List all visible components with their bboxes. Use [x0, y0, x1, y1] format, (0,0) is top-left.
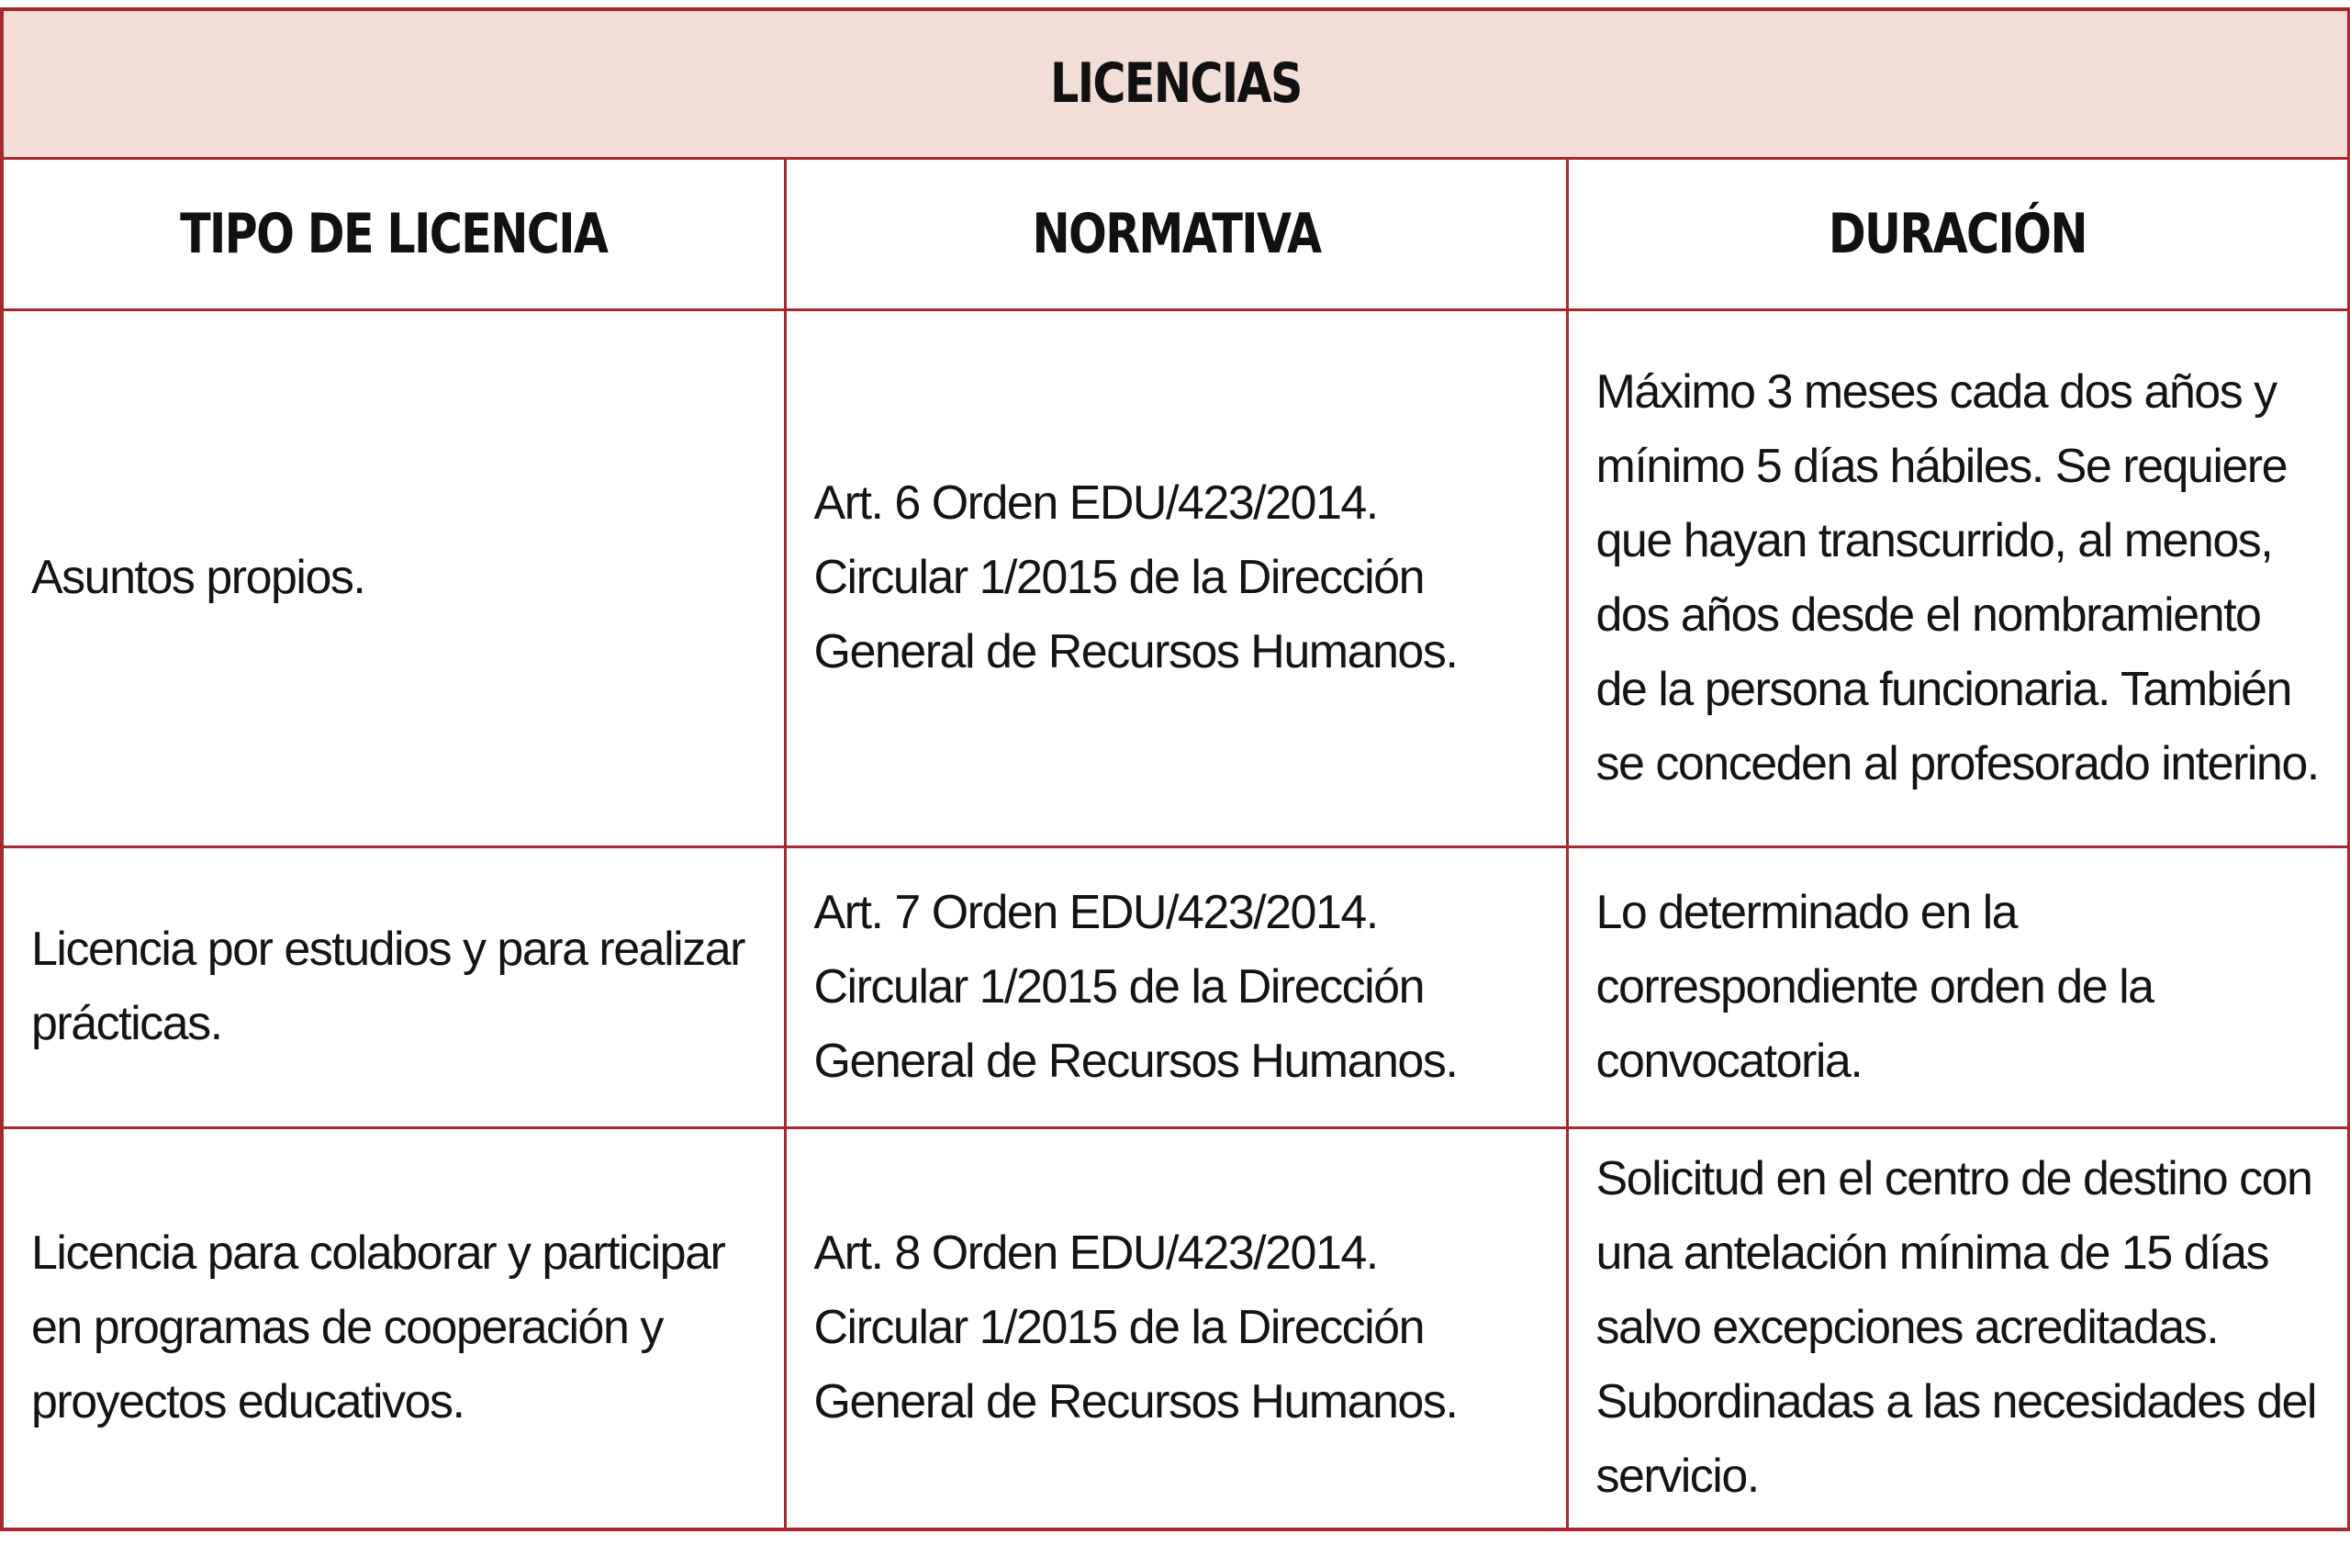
cell-tipo: Asuntos propios.: [2, 309, 785, 846]
cell-normativa: Art. 7 Orden EDU/423/2014. Circular 1/2015 de la Dirección General de Recursos Humanos.: [785, 846, 1567, 1127]
column-header-normativa-text: NORMATIVA: [1031, 201, 1321, 266]
table-row: [2, 1127, 2349, 1529]
table-title: [2, 9, 2349, 158]
column-header-tipo: [2, 158, 785, 309]
cell-duracion: Solicitud en el centro de destino con una antelación mínima de 15 días salvo excepciones acreditadas. Subordinadas a las necesidades del servicio.: [1567, 1127, 2349, 1529]
cell-duracion: Máximo 3 meses cada dos años y mínimo 5 días hábiles. Se requiere que hayan transcurrido, al menos, dos años desde el nombramiento de la persona funcionaria. También se conceden al profesorado interino.: [1567, 309, 2349, 846]
table-row: [2, 846, 2349, 1127]
cell-normativa: Art. 8 Orden EDU/423/2014. Circular 1/2015 de la Dirección General de Recursos Humanos.: [785, 1127, 1567, 1529]
cell-normativa: Art. 6 Orden EDU/423/2014. Circular 1/2015 de la Dirección General de Recursos Humanos.: [785, 309, 1567, 846]
column-header-normativa: [785, 158, 1567, 309]
table-title-row: [2, 9, 2349, 158]
table-row: [2, 309, 2349, 846]
column-header-duracion: [1567, 158, 2349, 309]
table-header-row: [2, 158, 2349, 309]
cell-tipo: Licencia para colaborar y participar en programas de cooperación y proyectos educativos.: [2, 1127, 785, 1529]
table-title-text: LICENCIAS: [1049, 51, 1302, 117]
column-header-duracion-text: DURACIÓN: [1829, 201, 2087, 266]
licencias-table-container: [0, 7, 2350, 1531]
cell-duracion: Lo determinado en la correspondiente orden de la convocatoria.: [1567, 846, 2349, 1127]
column-header-tipo-text: TIPO DE LICENCIA: [180, 201, 608, 266]
cell-tipo: Licencia por estudios y para realizar prácticas.: [2, 846, 785, 1127]
licencias-table: [0, 7, 2350, 1531]
